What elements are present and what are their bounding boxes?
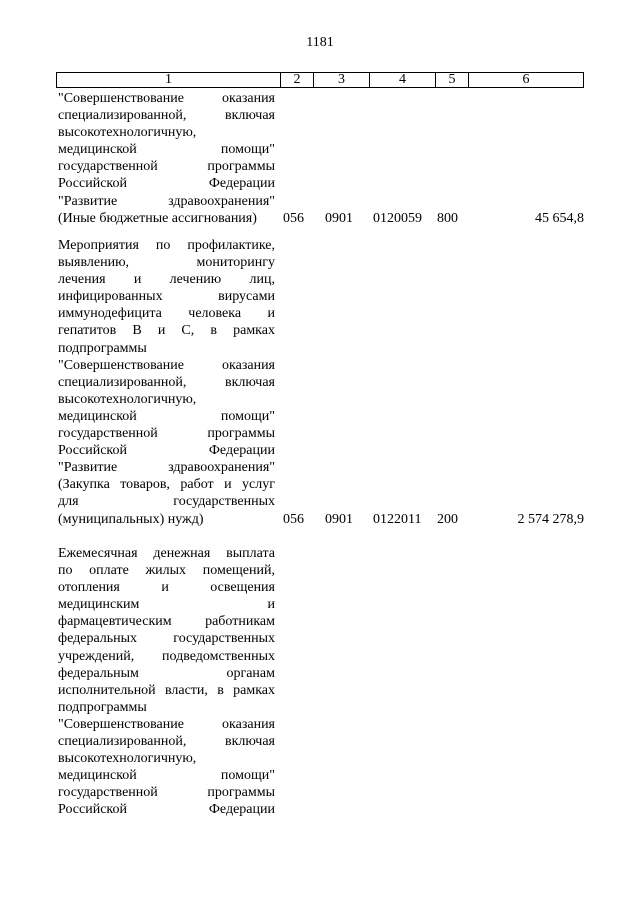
description-line: Ежемесячная денежная выплата	[58, 546, 275, 561]
description-line: гепатитов В и С, в рамках	[58, 323, 275, 339]
description-line: учреждений, подведомственных	[58, 648, 275, 664]
ministry-code: 056	[283, 511, 304, 527]
description-line: высокотехнологичную,	[58, 751, 197, 767]
description-line: подпрограммы	[58, 340, 147, 356]
description-line: федеральных государственных	[58, 631, 275, 647]
row-description	[58, 90, 275, 227]
description-line: "Совершенствование оказания	[58, 357, 275, 373]
description-line: иммунодефицита человека и	[58, 306, 275, 322]
description-line: "Развитие здравоохранения"	[58, 460, 275, 476]
expense-type-code: 800	[437, 210, 458, 226]
table-header-row	[56, 72, 584, 88]
row-description	[58, 237, 275, 528]
description-line: (муниципальных) нужд)	[58, 511, 204, 527]
expense-type-code: 200	[437, 511, 458, 527]
description-line: "Развитие здравоохранения"	[58, 193, 275, 209]
article-code: 0122011	[373, 511, 422, 527]
description-line: "Совершенствование оказания	[58, 716, 275, 732]
page-number: 1181	[306, 35, 334, 50]
description-line: (Закупка товаров, работ и услуг	[58, 477, 275, 493]
column-header-3: 3	[313, 73, 369, 87]
column-header-6: 6	[468, 73, 583, 87]
description-line: специализированной, включая	[58, 734, 275, 750]
description-line: государственной программы	[58, 785, 275, 801]
description-line: Российской Федерации	[58, 443, 275, 459]
description-line: Российской Федерации	[58, 176, 275, 192]
description-line: "Совершенствование оказания	[58, 91, 275, 106]
row-description	[58, 545, 275, 819]
amount: 2 574 278,9	[517, 511, 584, 527]
description-line: федеральным органам	[58, 665, 275, 681]
description-line: (Иные бюджетные ассигнования)	[58, 210, 257, 226]
description-line: инфицированных вирусами	[58, 289, 275, 305]
description-line: отопления и освещения	[58, 580, 275, 596]
column-header-2: 2	[280, 73, 313, 87]
column-header-5: 5	[435, 73, 468, 87]
description-line: исполнительной власти, в рамках	[58, 682, 275, 698]
amount: 45 654,8	[535, 210, 584, 226]
description-line: по оплате жилых помещений,	[58, 563, 275, 579]
ministry-code: 056	[283, 210, 304, 226]
description-line: медицинской помощи"	[58, 408, 275, 424]
column-header-1: 1	[165, 72, 172, 87]
description-line: медицинской помощи"	[58, 142, 275, 158]
description-line: государственной программы	[58, 159, 275, 175]
description-line: специализированной, включая	[58, 108, 275, 124]
section-code: 0901	[325, 511, 353, 527]
description-line: медицинским и	[58, 597, 275, 613]
article-code: 0120059	[373, 210, 422, 226]
description-line: Мероприятия по профилактике,	[58, 238, 275, 253]
description-line: выявлению, мониторингу	[58, 255, 275, 271]
description-line: фармацевтическим работникам	[58, 614, 275, 630]
description-line: специализированной, включая	[58, 374, 275, 390]
description-line: государственной программы	[58, 426, 275, 442]
description-line: подпрограммы	[58, 699, 147, 715]
column-header-4: 4	[369, 73, 435, 87]
description-line: медицинской помощи"	[58, 768, 275, 784]
description-line: лечения и лечению лиц,	[58, 272, 275, 288]
description-line: высокотехнологичную,	[58, 125, 197, 141]
section-code: 0901	[325, 210, 353, 226]
description-line: для государственных	[58, 494, 275, 510]
description-line: высокотехнологичную,	[58, 391, 197, 407]
description-line: Российской Федерации	[58, 802, 275, 818]
